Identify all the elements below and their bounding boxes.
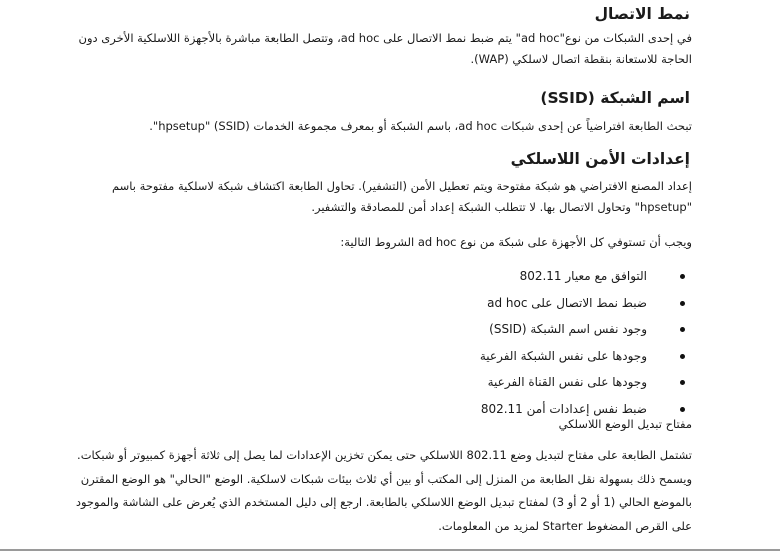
- bullet-icon: [680, 301, 685, 306]
- condition-text: وجود نفس اسم الشبكة (SSID): [489, 322, 647, 337]
- bullet-icon: [680, 407, 685, 412]
- list-item: [480, 316, 685, 343]
- condition-text: ضبط نفس إعدادات أمن 802.11: [480, 401, 647, 416]
- condition-text: وجودها على نفس القناة الفرعية: [487, 375, 647, 390]
- list-item: [480, 343, 685, 370]
- wireless-security-paragraph: إعداد المصنع الافتراضي هو شبكة مفتوحة ويتم تعطيل الأمن (التشفير). تحاول الطابعة اكتشاف شبكة لاسلكية مفتوحة باسم "hpsetup" وتحاول الاتصال بها. لا تتطلب الشبكة إعداد أمن للمصادقة والتشفير.: [112, 179, 692, 214]
- bullet-icon: [680, 274, 685, 279]
- list-item: [480, 263, 685, 290]
- connection-mode-heading: نمط الاتصال: [594, 5, 690, 23]
- conditions-list: [480, 263, 685, 423]
- mode-switch-paragraph: تشتمل الطابعة على مفتاح لتبديل وضع 802.11 اللاسلكي حتى يمكن تخزين الإعدادات لما يصل إلى ثلاثة أجهزة كمبيوتر أو شبكات. ويسمح ذلك بسهولة نقل الطابعة من المنزل إلى المكتب أو بين أي ثلاث بيئات شبكات لاسلكية. الوضع "الحالي" هو الوضع المقترن بالموضع الحالي (1 أو 2 أو 3) لمفتاح تبديل الوضع اللاسلكي بالطابعة. ارجع إلى دليل المستخدم الذي يُعرض على الشاشة والموجود على القرص المضغوط Starter لمزيد من المعلومات.: [75, 448, 692, 533]
- mode-switch-heading: مفتاح تبديل الوضع اللاسلكي: [558, 417, 692, 431]
- page-divider: [0, 549, 780, 551]
- network-name-paragraph: تبحث الطابعة افتراضياً عن إحدى شبكات ad hoc، باسم الشبكة أو بمعرف مجموعة الخدمات (SSID) "hpsetup".: [149, 119, 692, 133]
- condition-text: وجودها على نفس الشبكة الفرعية: [479, 348, 647, 363]
- list-item: [480, 290, 685, 317]
- bullet-icon: [680, 327, 685, 332]
- condition-text: التوافق مع معيار 802.11: [519, 269, 647, 283]
- conditions-intro: ويجب أن تستوفي كل الأجهزة على شبكة من نوع ad hoc الشروط التالية:: [340, 235, 692, 249]
- bullet-icon: [680, 354, 685, 359]
- network-name-heading: اسم الشبكة (SSID): [540, 89, 690, 107]
- condition-text: ضبط نمط الاتصال على ad hoc: [487, 295, 647, 310]
- connection-mode-paragraph: في إحدى الشبكات من نوع"ad hoc" يتم ضبط نمط الاتصال على ad hoc، وتتصل الطابعة مباشرة بالأجهزة اللاسلكية الأخرى دون الحاجة للاستعانة بنقطة اتصال لاسلكي (WAP).: [78, 31, 692, 66]
- bullet-icon: [680, 380, 685, 385]
- list-item: [480, 369, 685, 396]
- wireless-security-heading: إعدادات الأمن اللاسلكي: [510, 150, 690, 168]
